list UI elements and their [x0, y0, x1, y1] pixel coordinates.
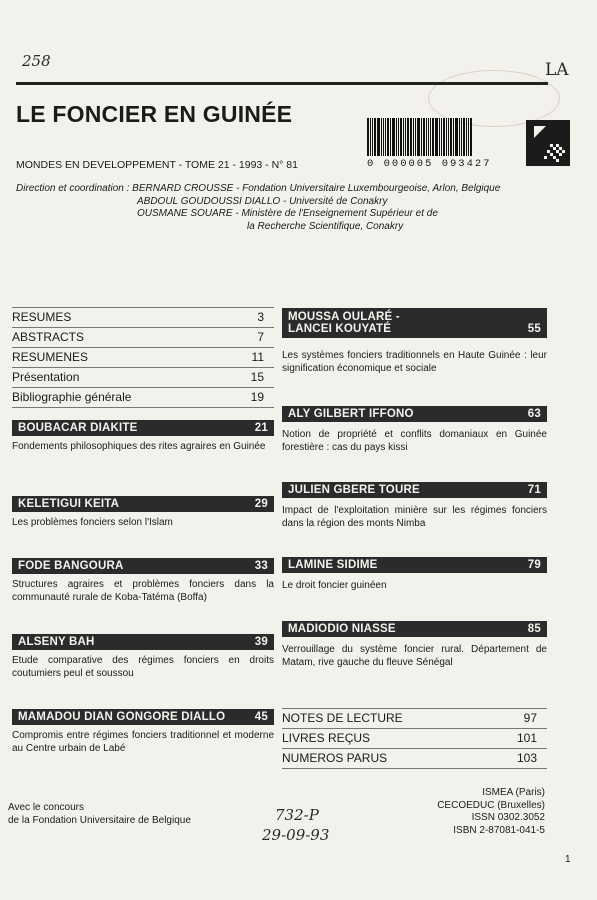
barcode-bar — [421, 118, 422, 156]
article-title: Etude comparative des régimes fonciers en droits coutumiers peul et soussou — [12, 655, 274, 679]
coordination-line: la Recherche Scientifique, Conakry — [247, 220, 404, 232]
article-entry[interactable] — [282, 482, 547, 530]
barcode-bar — [415, 118, 416, 156]
article-page: 33 — [254, 560, 268, 572]
article-title: Notion de propriété et conflits domaniaux en Guinée forestière : cas du pays kissi — [282, 429, 547, 453]
article-entry[interactable] — [282, 308, 547, 375]
publisher-line: ISMEA (Paris) — [482, 787, 545, 798]
toc-row[interactable] — [12, 327, 274, 347]
toc-page: 7 — [257, 330, 264, 344]
toc-page: 103 — [516, 751, 537, 765]
barcode-bar — [426, 118, 427, 156]
coordination-line: OUSMANE SOUARE - Ministère de l'Enseignement Supérieur et de — [137, 208, 438, 219]
article-title: Structures agraires et problèmes fonciers dans la communauté rurale de Koba-Tatéma (Boffa) — [12, 579, 274, 603]
toc-label: Présentation — [12, 370, 80, 384]
publisher-line: CECOEDUC (Bruxelles) — [437, 799, 545, 811]
barcode-bar — [400, 118, 402, 156]
article-page: 39 — [254, 636, 268, 648]
coordination-line: Direction et coordination : BERNARD CROUSSE - Fondation Universitaire Luxembourgeoise, Arlon, Belgique — [16, 183, 501, 194]
barcode-bar — [367, 118, 369, 156]
article-page: 29 — [254, 498, 268, 510]
barcode-bar — [448, 118, 449, 156]
barcode-bar — [392, 118, 395, 156]
barcode-bar — [441, 118, 442, 156]
author-bar — [12, 558, 274, 574]
barcode-bar — [370, 118, 371, 156]
back-matter-list — [282, 708, 547, 769]
barcode-bar — [470, 118, 472, 156]
author-name: MADIODIO NIASSE — [288, 623, 396, 635]
author-name: ALY GILBERT IFFONO — [288, 408, 414, 420]
toc-page: 101 — [516, 731, 537, 745]
article-page: 79 — [527, 559, 541, 571]
author-bar — [12, 709, 274, 725]
author-bar — [282, 621, 547, 637]
journal-subtitle: MONDES EN DEVELOPPEMENT - TOME 21 - 1993 - N° 81 — [16, 159, 298, 171]
toc-label: Bibliographie générale — [12, 390, 132, 404]
article-title: Verrouillage du système foncier rural. Département de Matam, rive gauche du fleuve Sénégal — [282, 644, 547, 668]
toc-page: 3 — [257, 310, 264, 324]
author-bar — [282, 308, 547, 338]
toc-label: RESUMES — [12, 310, 72, 324]
toc-label: NUMEROS PARUS — [282, 751, 388, 765]
barcode-bar — [381, 118, 382, 156]
publisher-emblem-icon — [526, 120, 570, 166]
barcode-bar — [413, 118, 414, 156]
author-bar — [282, 557, 547, 573]
author-bar — [282, 406, 547, 422]
publisher-line: ISSN 0302.3052 — [471, 812, 545, 823]
barcode-bar — [466, 118, 467, 156]
author-name: BOUBACAR DIAKITÉ — [18, 422, 138, 434]
toc-row[interactable] — [12, 367, 274, 387]
barcode-bar — [410, 118, 412, 156]
barcode-bar — [374, 118, 376, 156]
article-title: Les problèmes fonciers selon l'Islam — [12, 517, 173, 528]
handwritten-date: 29-09-93 — [262, 826, 330, 844]
article-title: Les systèmes fonciers traditionnels en Haute Guinée : leur signification économique et sociale — [282, 350, 547, 374]
article-entry[interactable] — [12, 634, 274, 680]
barcode-bar — [435, 118, 438, 156]
article-entry[interactable] — [282, 406, 547, 454]
barcode-bar — [428, 118, 429, 156]
page-title: LE FONCIER EN GUINÉE — [16, 101, 293, 127]
barcode-bars — [367, 118, 539, 156]
barcode-bar — [407, 118, 409, 156]
concours-note — [8, 802, 191, 827]
handwritten-code: 732-P — [275, 806, 319, 824]
barcode — [367, 118, 539, 172]
barcode-bar — [463, 118, 465, 156]
article-entry[interactable] — [12, 496, 274, 530]
barcode-bar — [446, 118, 447, 156]
author-name: FODÉ BANGOURA — [18, 560, 124, 572]
article-page: 21 — [254, 422, 268, 434]
barcode-bar — [423, 118, 425, 156]
page-number: 1 — [565, 854, 571, 865]
article-page: 71 — [527, 484, 541, 496]
author-bar — [12, 496, 274, 512]
article-entry[interactable] — [282, 621, 547, 669]
article-page: 85 — [527, 623, 541, 635]
toc-page: 19 — [250, 390, 264, 404]
coordination-line: ABDOUL GOUDOUSSI DIALLO - Université de Conakry — [137, 195, 388, 207]
toc-row[interactable] — [282, 748, 547, 769]
concours-line: Avec le concours — [8, 802, 84, 813]
article-title: Fondements philosophiques des rites agraires en Guinée — [12, 441, 266, 452]
article-page: 55 — [527, 323, 541, 335]
barcode-bar — [372, 118, 373, 156]
publisher-line: ISBN 2-87081-041-5 — [453, 824, 545, 836]
barcode-bar — [377, 118, 380, 156]
author-name: LANCEI KOUYATÉ — [288, 323, 392, 335]
barcode-bar — [396, 118, 397, 156]
toc-page: 97 — [523, 711, 537, 725]
barcode-bar — [468, 118, 469, 156]
author-bar — [12, 420, 274, 436]
article-title: Le droit foncier guinéen — [282, 580, 387, 591]
author-bar — [282, 482, 547, 498]
article-page: 45 — [254, 711, 268, 723]
toc-row[interactable] — [282, 708, 547, 728]
coordination-block — [16, 183, 576, 233]
barcode-bar — [417, 118, 420, 156]
toc-row[interactable] — [12, 347, 274, 367]
barcode-bar — [450, 118, 452, 156]
barcode-bar — [443, 118, 445, 156]
barcode-bar — [387, 118, 389, 156]
toc-label: NOTES DE LECTURE — [282, 711, 403, 725]
barcode-bar — [455, 118, 458, 156]
author-name: ALSENY BAH — [18, 636, 95, 648]
toc-label: LIVRES REÇUS — [282, 731, 371, 745]
article-title: Compromis entre régimes fonciers traditionnel et moderne au Centre urbain de Labé — [12, 730, 274, 754]
author-name: JULIEN GBÈRÈ TOURÉ — [288, 484, 420, 496]
toc-label: RESUMENES — [12, 350, 89, 364]
barcode-bar — [461, 118, 462, 156]
article-entry[interactable] — [12, 709, 274, 755]
author-name: MAMADOU DIAN GONGORÉ DIALLO — [18, 711, 226, 723]
toc-page: 15 — [250, 370, 264, 384]
toc-row[interactable] — [12, 307, 274, 327]
barcode-bar — [383, 118, 384, 156]
author-name: LAMINE SIDIMÉ — [288, 559, 378, 571]
front-matter-list — [12, 307, 274, 408]
toc-page: 11 — [251, 350, 264, 364]
author-bar — [12, 634, 274, 650]
publisher-info — [400, 787, 545, 837]
article-entry[interactable] — [12, 558, 274, 604]
toc-label: ABSTRACTS — [12, 330, 85, 344]
article-page: 63 — [527, 408, 541, 420]
barcode-bar — [405, 118, 406, 156]
toc-row[interactable] — [12, 387, 274, 408]
header-rule — [16, 82, 548, 85]
barcode-bar — [430, 118, 431, 156]
toc-row[interactable] — [282, 728, 547, 748]
barcode-bar — [403, 118, 404, 156]
barcode-bar — [459, 118, 460, 156]
barcode-bar — [453, 118, 454, 156]
concours-line: de la Fondation Universitaire de Belgique — [8, 814, 191, 826]
barcode-bar — [432, 118, 434, 156]
barcode-bar — [390, 118, 391, 156]
barcode-bar — [398, 118, 399, 156]
barcode-bar — [385, 118, 386, 156]
article-entry[interactable] — [12, 420, 274, 454]
author-name: KÉLÉTIGUI KEITA — [18, 498, 120, 510]
article-title: Impact de l'exploitation minière sur les régimes fonciers dans la région des monts Nimba — [282, 505, 547, 529]
article-entry[interactable] — [282, 557, 547, 593]
barcode-number: 0 000005 093427 — [367, 158, 492, 170]
handwritten-initials: LA — [545, 60, 569, 80]
barcode-bar — [439, 118, 440, 156]
handwritten-number: 258 — [22, 52, 51, 70]
author-name: MOUSSA OULARÉ - — [288, 311, 400, 323]
